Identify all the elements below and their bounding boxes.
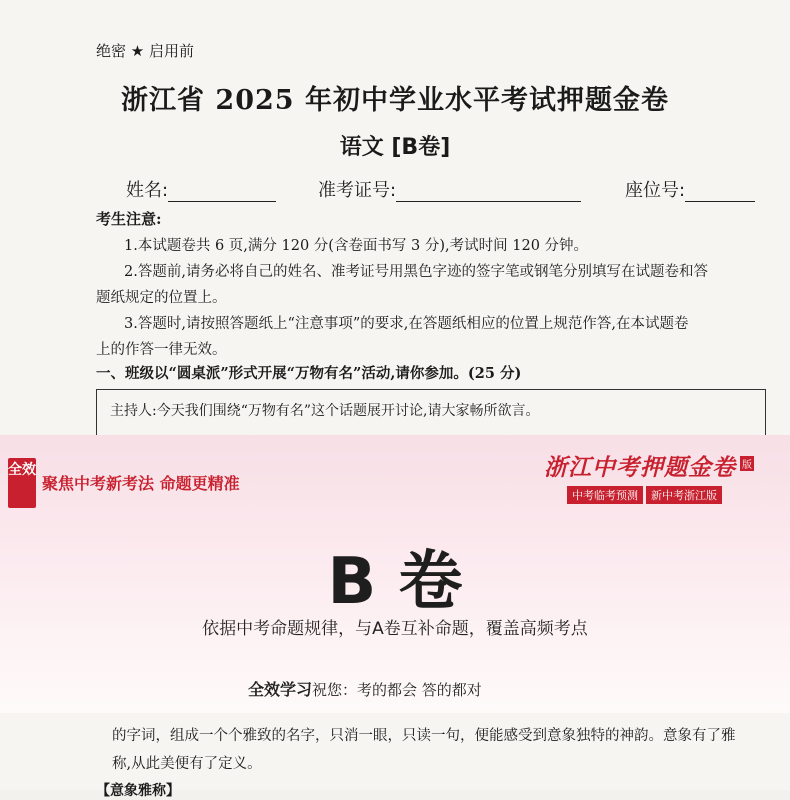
brand-tags (567, 484, 725, 504)
name-field (126, 176, 276, 202)
exam-id-label: 准考证号: (318, 180, 397, 201)
section-subheading: 【意象雅称】 (96, 783, 180, 799)
seat-label: 座位号: (625, 180, 686, 201)
banner-slogan: 聚焦中考新考法 命题更精准 (42, 474, 240, 493)
brand-mark: 版 (740, 456, 754, 471)
body-line-1: 的字词，组成一个个雅致的名字，只消一眼，只读一句，便能感受到意象独特的神韵。意象有了雅 (112, 728, 736, 744)
name-blank (168, 185, 276, 202)
exam-id-field (318, 176, 581, 202)
brand-badge: 全效 (8, 458, 36, 508)
notice-item-2a: 2.答题前,请务必将自己的姓名、准考证号用黑色字迹的签字笔或钢笔分别填写在试题卷和答 (124, 264, 708, 280)
notice-item-3a: 3.答题时,请按照答题纸上“注意事项”的要求,在答题纸相应的位置上规范作答,在本试题卷 (124, 316, 689, 332)
wish-brand: 全效学习 (248, 680, 313, 699)
name-label: 姓名: (126, 180, 169, 201)
seat-field (625, 176, 755, 202)
notice-item-1: 1.本试题卷共 6 页,满分 120 分(含卷面书写 3 分),考试时间 120 分钟。 (124, 238, 589, 254)
notice-item-2b: 题纸规定的位置上。 (96, 290, 227, 306)
subject-label: 语文 [B卷] (339, 135, 451, 160)
host-dialogue: 主持人:今天我们围绕“万物有名”这个话题展开讨论,请大家畅所欲言。 (110, 403, 540, 419)
section-1-heading: 一、班级以“圆桌派”形式开展“万物有名”活动,请你参加。(25 分) (96, 365, 522, 382)
seat-blank (685, 185, 755, 202)
exam-title: 浙江省 2025 年初中学业水平考试押题金卷 (121, 85, 669, 116)
secret-label: 绝密 ★ 启用前 (96, 42, 194, 60)
notice-heading: 考生注意: (96, 210, 162, 228)
exam-id-blank (396, 185, 581, 202)
tag-edition: 新中考浙江版 (646, 486, 722, 504)
paper-version-title: B 卷 (327, 545, 463, 619)
wish-line (248, 677, 482, 700)
notice-item-3b: 上的作答一律无效。 (96, 342, 227, 358)
tag-forecast: 中考临考预测 (567, 486, 643, 504)
banner-description: 依据中考命题规律，与A卷互补命题，覆盖高频考点 (202, 619, 588, 639)
body-line-2: 称,从此美便有了定义。 (112, 756, 262, 772)
brand-title: 浙江中考押题金卷 (544, 454, 736, 481)
wish-text: 祝您：考的都会 答的都对 (312, 681, 482, 699)
